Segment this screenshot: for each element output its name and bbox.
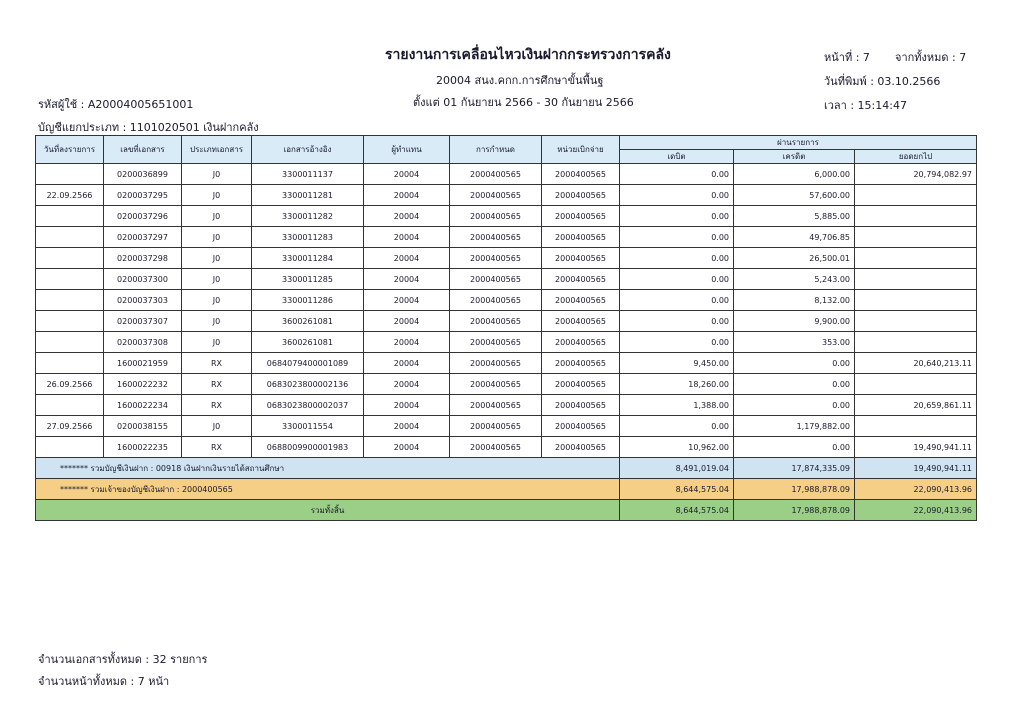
- table-row: [36, 185, 977, 206]
- row-date: [36, 332, 104, 353]
- row-doc-type: J0: [182, 311, 252, 332]
- row-debit: 0.00: [620, 248, 734, 269]
- summary-owner-balance: 22,090,413.96: [855, 479, 977, 500]
- row-rep: 20004: [364, 164, 450, 185]
- row-debit: 0.00: [620, 269, 734, 290]
- row-rep: 20004: [364, 416, 450, 437]
- row-doc-type: J0: [182, 185, 252, 206]
- table-row: [36, 311, 977, 332]
- table-row: [36, 269, 977, 290]
- row-debit: 0.00: [620, 311, 734, 332]
- row-debit: 10,962.00: [620, 437, 734, 458]
- org-name: 20004 สนง.คกก.การศึกษาขั้นพื้นฐ: [436, 74, 604, 87]
- account-ledger: บัญชีแยกประเภท : 1101020501 เงินฝากคลัง: [38, 121, 259, 134]
- table-row: [36, 164, 977, 185]
- row-unit: 2000400565: [542, 164, 620, 185]
- row-balance: [855, 332, 977, 353]
- row-doc-no: 1600021959: [104, 353, 182, 374]
- row-doc-type: RX: [182, 353, 252, 374]
- summary-account-label: ******* รวมบัญชีเงินฝาก : 00918 เงินฝากเงินรายได้สถานศึกษา: [36, 458, 620, 479]
- row-doc-no: 0200037300: [104, 269, 182, 290]
- row-date: [36, 269, 104, 290]
- row-date: [36, 206, 104, 227]
- table-row: [36, 290, 977, 311]
- row-assign: 2000400565: [450, 353, 542, 374]
- row-debit: 0.00: [620, 227, 734, 248]
- document-count: จำนวนเอกสารทั้งหมด : 32 รายการ: [38, 653, 208, 666]
- row-doc-no: 1600022232: [104, 374, 182, 395]
- row-date: 26.09.2566: [36, 374, 104, 395]
- row-doc-type: J0: [182, 290, 252, 311]
- row-unit: 2000400565: [542, 248, 620, 269]
- row-date: [36, 437, 104, 458]
- row-doc-no: 0200036899: [104, 164, 182, 185]
- table-row: [36, 248, 977, 269]
- report-title: รายงานการเคลื่อนไหวเงินฝากกระทรวงการคลัง: [385, 47, 671, 63]
- row-credit: 5,243.00: [734, 269, 855, 290]
- row-date: [36, 227, 104, 248]
- total-pages: จากทั้งหมด : 7: [895, 51, 967, 64]
- col-header-doc-no: เลขที่เอกสาร: [104, 136, 182, 164]
- row-ref-doc: 3600261081: [252, 332, 364, 353]
- table-row: [36, 227, 977, 248]
- table-row: [36, 395, 977, 416]
- row-credit: 57,600.00: [734, 185, 855, 206]
- row-doc-no: 0200037298: [104, 248, 182, 269]
- row-unit: 2000400565: [542, 185, 620, 206]
- row-ref-doc: 3300011282: [252, 206, 364, 227]
- col-header-ref-doc: เอกสารอ้างอิง: [252, 136, 364, 164]
- row-rep: 20004: [364, 437, 450, 458]
- row-balance: [855, 227, 977, 248]
- row-rep: 20004: [364, 248, 450, 269]
- row-ref-doc: 0688009900001983: [252, 437, 364, 458]
- row-rep: 20004: [364, 332, 450, 353]
- row-ref-doc: 3300011137: [252, 164, 364, 185]
- row-date: 22.09.2566: [36, 185, 104, 206]
- row-debit: 0.00: [620, 185, 734, 206]
- col-header-credit: เครดิต: [734, 150, 855, 164]
- row-unit: 2000400565: [542, 395, 620, 416]
- row-credit: 0.00: [734, 353, 855, 374]
- row-rep: 20004: [364, 395, 450, 416]
- row-debit: 0.00: [620, 164, 734, 185]
- row-assign: 2000400565: [450, 248, 542, 269]
- row-doc-type: RX: [182, 374, 252, 395]
- row-balance: [855, 206, 977, 227]
- row-balance: 20,794,082.97: [855, 164, 977, 185]
- col-header-balance: ยอดยกไป: [855, 150, 977, 164]
- summary-account-balance: 19,490,941.11: [855, 458, 977, 479]
- summary-owner-debit: 8,644,575.04: [620, 479, 734, 500]
- row-debit: 18,260.00: [620, 374, 734, 395]
- row-date: [36, 164, 104, 185]
- row-balance: 20,640,213.11: [855, 353, 977, 374]
- row-assign: 2000400565: [450, 332, 542, 353]
- row-doc-no: 1600022235: [104, 437, 182, 458]
- col-header-assign: การกำหนด: [450, 136, 542, 164]
- row-date: [36, 290, 104, 311]
- row-credit: 353.00: [734, 332, 855, 353]
- row-balance: [855, 248, 977, 269]
- summary-total-credit: 17,988,878.09: [734, 500, 855, 521]
- row-assign: 2000400565: [450, 374, 542, 395]
- row-credit: 9,900.00: [734, 311, 855, 332]
- summary-total-debit: 8,644,575.04: [620, 500, 734, 521]
- row-doc-no: 0200037308: [104, 332, 182, 353]
- row-doc-no: 0200037303: [104, 290, 182, 311]
- table-row: [36, 416, 977, 437]
- row-credit: 0.00: [734, 374, 855, 395]
- row-doc-no: 0200037307: [104, 311, 182, 332]
- row-rep: 20004: [364, 269, 450, 290]
- row-assign: 2000400565: [450, 290, 542, 311]
- row-unit: 2000400565: [542, 269, 620, 290]
- row-balance: [855, 185, 977, 206]
- page-count: จำนวนหน้าทั้งหมด : 7 หน้า: [38, 675, 170, 688]
- row-balance: 20,659,861.11: [855, 395, 977, 416]
- row-ref-doc: 0684079400001089: [252, 353, 364, 374]
- row-debit: 0.00: [620, 290, 734, 311]
- row-credit: 49,706.85: [734, 227, 855, 248]
- row-doc-type: J0: [182, 332, 252, 353]
- col-header-trans: ผ่านรายการ: [620, 136, 977, 150]
- row-credit: 26,500.01: [734, 248, 855, 269]
- row-balance: [855, 290, 977, 311]
- row-unit: 2000400565: [542, 227, 620, 248]
- row-debit: 1,388.00: [620, 395, 734, 416]
- user-id: รหัสผู้ใช้ : A20004005651001: [38, 98, 194, 111]
- row-ref-doc: 3300011281: [252, 185, 364, 206]
- row-doc-type: RX: [182, 395, 252, 416]
- row-doc-type: J0: [182, 227, 252, 248]
- table-row: [36, 206, 977, 227]
- row-doc-no: 1600022234: [104, 395, 182, 416]
- row-balance: [855, 269, 977, 290]
- row-doc-type: RX: [182, 437, 252, 458]
- row-ref-doc: 0683023800002037: [252, 395, 364, 416]
- row-date: [36, 311, 104, 332]
- row-doc-type: J0: [182, 164, 252, 185]
- row-balance: [855, 416, 977, 437]
- summary-account-row: [36, 458, 977, 479]
- col-header-date: วันที่ลงรายการ: [36, 136, 104, 164]
- row-doc-no: 0200037296: [104, 206, 182, 227]
- row-assign: 2000400565: [450, 311, 542, 332]
- row-rep: 20004: [364, 185, 450, 206]
- row-doc-type: J0: [182, 206, 252, 227]
- table-row: [36, 437, 977, 458]
- row-doc-no: 0200037295: [104, 185, 182, 206]
- print-date: วันที่พิมพ์ : 03.10.2566: [824, 75, 941, 88]
- col-header-debit: เดบิต: [620, 150, 734, 164]
- row-unit: 2000400565: [542, 374, 620, 395]
- row-ref-doc: 3300011286: [252, 290, 364, 311]
- row-ref-doc: 3300011554: [252, 416, 364, 437]
- row-doc-type: J0: [182, 416, 252, 437]
- row-rep: 20004: [364, 353, 450, 374]
- summary-total-balance: 22,090,413.96: [855, 500, 977, 521]
- row-unit: 2000400565: [542, 206, 620, 227]
- row-ref-doc: 3300011283: [252, 227, 364, 248]
- row-rep: 20004: [364, 290, 450, 311]
- row-debit: 0.00: [620, 206, 734, 227]
- row-assign: 2000400565: [450, 185, 542, 206]
- col-header-unit: หน่วยเบิกจ่าย: [542, 136, 620, 164]
- table-row: [36, 353, 977, 374]
- row-doc-no: 0200037297: [104, 227, 182, 248]
- row-debit: 9,450.00: [620, 353, 734, 374]
- summary-account-credit: 17,874,335.09: [734, 458, 855, 479]
- summary-account-debit: 8,491,019.04: [620, 458, 734, 479]
- row-ref-doc: 0683023800002136: [252, 374, 364, 395]
- transactions-table: [35, 135, 977, 521]
- row-assign: 2000400565: [450, 437, 542, 458]
- row-date: [36, 353, 104, 374]
- row-assign: 2000400565: [450, 227, 542, 248]
- summary-total-label: รวมทั้งสิ้น: [36, 500, 620, 521]
- row-ref-doc: 3300011285: [252, 269, 364, 290]
- row-assign: 2000400565: [450, 416, 542, 437]
- summary-owner-row: [36, 479, 977, 500]
- row-rep: 20004: [364, 311, 450, 332]
- row-balance: [855, 374, 977, 395]
- row-credit: 0.00: [734, 437, 855, 458]
- page-number: หน้าที่ : 7: [824, 51, 870, 64]
- row-balance: 19,490,941.11: [855, 437, 977, 458]
- row-debit: 0.00: [620, 332, 734, 353]
- row-rep: 20004: [364, 227, 450, 248]
- row-doc-no: 0200038155: [104, 416, 182, 437]
- row-unit: 2000400565: [542, 332, 620, 353]
- row-ref-doc: 3600261081: [252, 311, 364, 332]
- row-assign: 2000400565: [450, 206, 542, 227]
- row-balance: [855, 311, 977, 332]
- row-credit: 8,132.00: [734, 290, 855, 311]
- col-header-doc-type: ประเภทเอกสาร: [182, 136, 252, 164]
- table-row: [36, 332, 977, 353]
- row-unit: 2000400565: [542, 311, 620, 332]
- col-header-rep: ผู้ทำแทน: [364, 136, 450, 164]
- row-date: [36, 248, 104, 269]
- summary-owner-credit: 17,988,878.09: [734, 479, 855, 500]
- row-unit: 2000400565: [542, 290, 620, 311]
- row-assign: 2000400565: [450, 269, 542, 290]
- row-date: 27.09.2566: [36, 416, 104, 437]
- row-doc-type: J0: [182, 248, 252, 269]
- row-debit: 0.00: [620, 416, 734, 437]
- row-credit: 0.00: [734, 395, 855, 416]
- report-period: ตั้งแต่ 01 กันยายน 2566 - 30 กันยายน 2566: [413, 96, 634, 109]
- print-time: เวลา : 15:14:47: [824, 99, 907, 112]
- row-rep: 20004: [364, 374, 450, 395]
- row-ref-doc: 3300011284: [252, 248, 364, 269]
- table-row: [36, 374, 977, 395]
- row-assign: 2000400565: [450, 395, 542, 416]
- row-date: [36, 395, 104, 416]
- row-unit: 2000400565: [542, 416, 620, 437]
- row-credit: 6,000.00: [734, 164, 855, 185]
- summary-owner-label: ******* รวมเจ้าของบัญชีเงินฝาก : 2000400565: [36, 479, 620, 500]
- row-credit: 5,885.00: [734, 206, 855, 227]
- row-rep: 20004: [364, 206, 450, 227]
- row-doc-type: J0: [182, 269, 252, 290]
- row-unit: 2000400565: [542, 353, 620, 374]
- row-credit: 1,179,882.00: [734, 416, 855, 437]
- summary-total-row: [36, 500, 977, 521]
- row-unit: 2000400565: [542, 437, 620, 458]
- row-assign: 2000400565: [450, 164, 542, 185]
